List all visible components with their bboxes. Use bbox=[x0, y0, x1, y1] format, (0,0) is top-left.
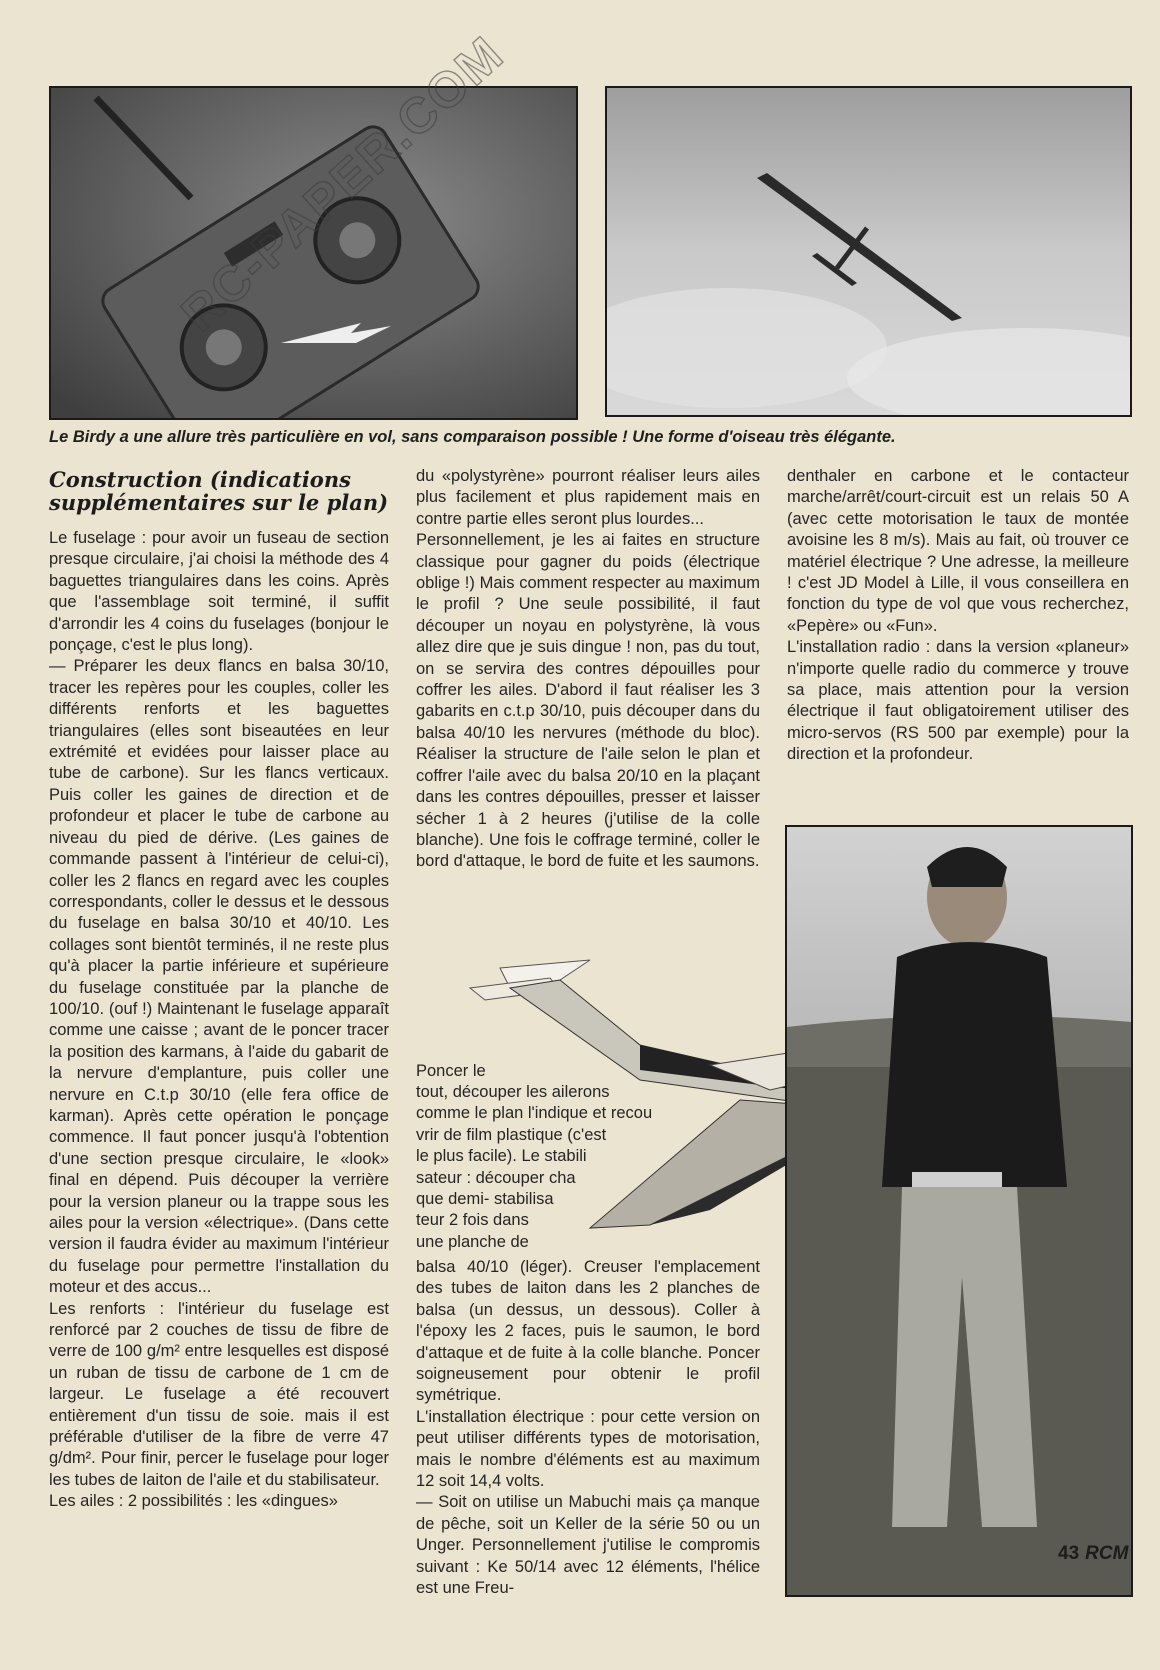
wrapped-text-line: vrir de film plastique (c'est bbox=[416, 1126, 607, 1144]
paragraph: L'installation radio : dans la version «planeur» n'importe quelle radio du commerce y trouve sa place, mais attention pour la version électrique il faut obligatoirement utiliser des micro-servos (RS 500 par exemple) pour la direction et la profondeur. bbox=[787, 638, 1129, 764]
paragraph: du «polystyrène» pourront réaliser leurs ailes plus facilement et plus rapidement mais en contre partie elles seront plus lourdes... bbox=[416, 467, 760, 528]
paragraph: — Soit on utilise un Mabuchi mais ça manque de pêche, soit un Keller de la série 50 ou un Unger. Personnellement j'utilise le compromis suivant : Ke 50/14 avec 12 éléments, l'hélice est une Freu- bbox=[416, 1493, 760, 1598]
wrapped-text-line: tout, découper les ailerons bbox=[416, 1083, 610, 1101]
article-column-2 bbox=[416, 466, 760, 873]
page-number: 43 bbox=[1058, 1543, 1080, 1564]
paragraph: — Préparer les deux flancs en balsa 30/10, tracer les repères pour les couples, coller les différents renforts et les baguettes triangulaires (elles sont biseautées en leur extrémité et evidées pour laisser place au tube de carbone). Sur les flancs verticaux. Puis coller les gaines de direction et de profondeur et placer le tube de carbone au niveau du pied de dérive. (Les gaines de commande passent à l'intérieur de celui-ci), coller les 2 flancs en regard avec les couples correspondants, coller le dessus et le dessous du fuselage en balsa 30/10 et 40/10. Les collages sont bientôt terminés, il ne reste plus qu'à placer la partie inférieure et supérieure du fuselage constituée par la planche de 100/10. (ouf !) Maintenant le fuselage apparaît comme une caisse ; avant de le poncer tracer la position des karmans, à l'aide du gabarit de la nervure d'emplanture, puis coller une nervure en C.t.p 30/10 (elle fera office de karman). Après cette opération le ponçage commence. Il faut poncer jusqu'à l'obtention d'une section presque circulaire, le «look» final en dépend. Puis découper la verrière pour la version planeur ou la trappe sous les ailes pour la version «électrique». (Dans cette version il faudra évider au maximum l'intérieur du fuselage pour permettre l'installation du moteur et des accus... bbox=[49, 657, 389, 1297]
glider-in-flight-photo bbox=[605, 86, 1132, 417]
pilot-illustration bbox=[787, 827, 1131, 1595]
paragraph: balsa 40/10 (léger). Creuser l'emplacement des tubes de laiton dans les 2 planches de balsa (un dessus, un dessous). Coller à l'époxy les 2 faces, puis le saumon, le bord d'attaque et de fuite à la colle blanche. Poncer soigneusement pour obtenir le profil symétrique. bbox=[416, 1258, 760, 1405]
pilot-with-transmitter-photo bbox=[785, 825, 1133, 1597]
paragraph: Les renforts : l'intérieur du fuselage est renforcé par 2 couches de tissu de fibre de verre de 100 g/m² entre lesquelles est disposé un ruban de tissu de carbone de 1 cm de largeur. Le fuselage a été recouvert entièrement d'un tissu de soie. mais il est préférable d'utiliser de la fibre de verre 47 g/dm². Pour finir, percer le fuselage pour loger les tubes de laiton de l'aile et du stabilisateur. bbox=[49, 1299, 389, 1489]
wrapped-text-line: Poncer le bbox=[416, 1062, 486, 1080]
transmitter-photo bbox=[49, 86, 578, 420]
wrapped-text-line: une planche de bbox=[416, 1233, 529, 1251]
wrapped-text-line: sateur : découper cha bbox=[416, 1169, 576, 1187]
wrapped-text-line: le plus facile). Le stabili bbox=[416, 1147, 587, 1165]
paragraph: L'installation électrique : pour cette version on peut utiliser différents types de motorisation, mais le nombre d'éléments est au maximum 12 soit 14,4 volts. bbox=[416, 1407, 760, 1491]
glider-sky-illustration bbox=[607, 88, 1130, 415]
page-footer bbox=[1058, 1543, 1128, 1565]
transmitter-illustration bbox=[51, 88, 576, 418]
wrapped-text-line: teur 2 fois dans bbox=[416, 1211, 529, 1229]
article-column-2-continued bbox=[416, 1257, 760, 1600]
article-column-1 bbox=[49, 528, 389, 1513]
paragraph: Les ailes : 2 possibilités : les «dingues» bbox=[49, 1492, 338, 1511]
section-heading: Construction (indications supplémentaires sur le plan) bbox=[49, 467, 389, 515]
paragraph: Personnellement, je les ai faites en structure classique pour gagner du poids (électrique oblige !) Mais comment respecter au maximum le profil ? Une seule possibilité, il faut découper un noyau en polystyrène, là vous allez dire que je suis dingue ! non, pas du tout, on se servira des contres dépouilles pour coffrer les ailes. D'abord il faut réaliser les 3 gabarits en c.t.p 30/10, puis découper dans du balsa 40/10 les nervures (méthode du bloc). Réaliser la structure de l'aile selon le plan et coffrer l'aile avec du balsa 20/10 en la plaçant dans les contres dépouilles, presser et laisser sécher 1 à 2 heures (j'utilise de la colle blanche). Une fois le coffrage terminé, coller le bord d'attaque, le bord de fuite et les saumons. bbox=[416, 531, 760, 871]
article-column-3 bbox=[787, 466, 1129, 766]
magazine-name: RCM bbox=[1085, 1543, 1129, 1564]
paragraph: Le fuselage : pour avoir un fuseau de section presque circulaire, j'ai choisi la méthode des 4 baguettes triangulaires dans les coins. Après que l'assemblage soit terminé, il suffit d'arrondir les 4 coins du fuselages (bonjour le ponçage, c'est le plus long). bbox=[49, 529, 389, 655]
paragraph: denthaler en carbone et le contacteur marche/arrêt/court-circuit est un relais 50 A (avec cette motorisation le taux de montée avoisine les 8 m/s). Mais au fait, où trouver ce matériel électrique ? Une adresse, la meilleure ! c'est JD Model à Lille, il vous conseillera en fonction du type de vol que vous recherchez, «Pepère» ou «Fun». bbox=[787, 467, 1129, 635]
wrapped-text-line: comme le plan l'indique et recou bbox=[416, 1104, 653, 1122]
wrapped-text-line: que demi- stabilisa bbox=[416, 1190, 554, 1208]
photo-caption: Le Birdy a une allure très particulière en vol, sans comparaison possible ! Une forme d'oiseau très élégante. bbox=[49, 428, 896, 446]
